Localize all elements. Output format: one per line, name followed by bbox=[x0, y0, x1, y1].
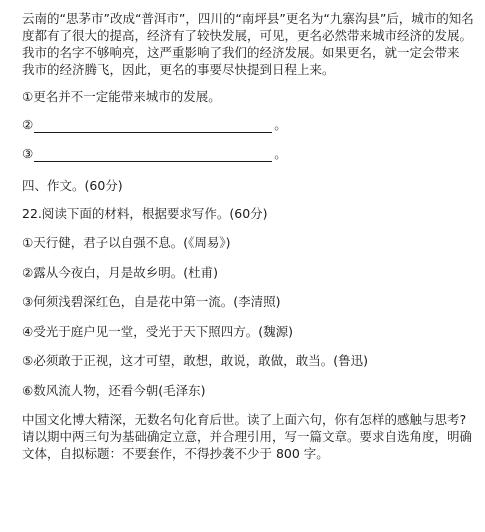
question-prompt: 22.阅读下面的材料，根据要求写作。(60分) bbox=[22, 206, 268, 221]
answer-item-2 bbox=[22, 116, 287, 133]
answer-item-1: ①更名并不一定能带来城市的发展。 bbox=[22, 89, 221, 104]
answer-item-3-marker: ③ bbox=[22, 146, 34, 161]
quote-item: ⑥数风流人物，还看今朝(毛泽东) bbox=[22, 383, 206, 398]
answer-blank-2[interactable] bbox=[34, 120, 272, 133]
quote-item: ②露从今夜白，月是故乡明。(杜甫) bbox=[22, 265, 218, 280]
quote-item: ③何须浅碧深红色，自是花中第一流。(李清照) bbox=[22, 294, 281, 309]
answer-blank-3[interactable] bbox=[34, 149, 272, 162]
intro-line: 云南的“思茅市”改成“普洱市”，四川的“南坪县”更名为“九寨沟县”后，城市的知名 bbox=[22, 11, 474, 26]
instruction-line: 请以期中两三句为基础确定立意，并合理引用，写一篇文章。要求自选角度，明确 bbox=[22, 429, 473, 444]
intro-line: 度都有了很大的提高，经济有了较快发展，可见，更名必然带来城市经济的发展。 bbox=[22, 28, 473, 43]
answer-item-2-marker: ② bbox=[22, 117, 34, 132]
answer-item-3-end: 。 bbox=[274, 146, 287, 161]
quote-item: ④受光于庭户见一堂，受光于天下照四方。(魏源) bbox=[22, 324, 293, 339]
quote-item: ①天行健，君子以自强不息。(《周易》) bbox=[22, 235, 231, 250]
answer-item-3 bbox=[22, 145, 287, 162]
instruction-line: 中国文化博大精深，无数名句化育后世。读了上面六句，你有怎样的感触与思考? bbox=[22, 412, 467, 427]
answer-item-2-end: 。 bbox=[274, 117, 287, 132]
instruction-line: 文体，自拟标题：不要套作，不得抄袭不少于 800 字。 bbox=[22, 446, 329, 461]
section-heading: 四、作文。(60分) bbox=[22, 178, 123, 193]
writing-instructions bbox=[22, 411, 473, 462]
quote-item: ⑤必须敢于正视，这才可望，敢想，敢说，敢做，敢当。(鲁迅) bbox=[22, 353, 368, 368]
intro-paragraph bbox=[22, 10, 474, 78]
intro-line: 我市的经济腾飞，因此，更名的事要尽快提到日程上来。 bbox=[22, 62, 335, 77]
intro-line: 我市的名字不够响亮，这严重影响了我们的经济发展。如果更名，就一定会带来 bbox=[22, 45, 460, 60]
